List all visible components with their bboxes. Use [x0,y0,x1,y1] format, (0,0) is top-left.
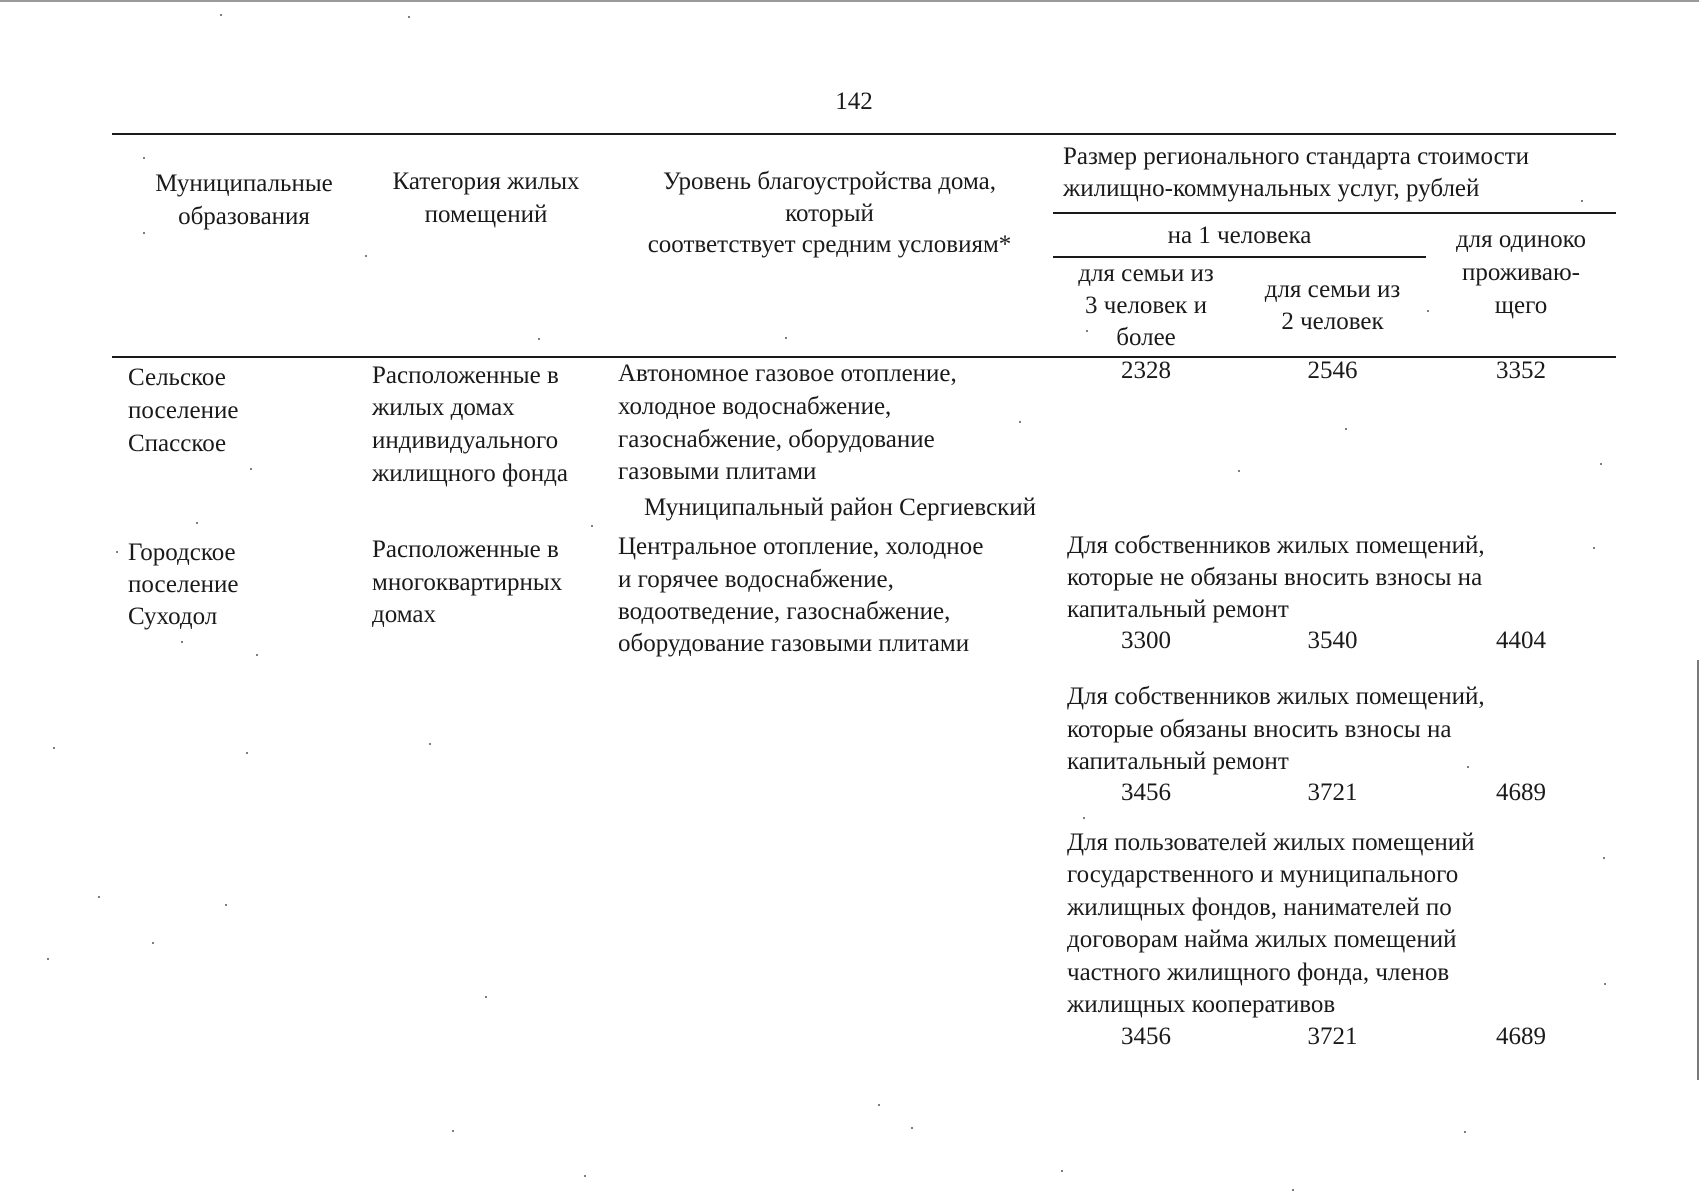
header-standard-line: жилищно-коммунальных услуг, рублей [1063,175,1480,202]
row2-category-line: многоквартирных [372,569,563,596]
group2-value-single: 4689 [1496,779,1546,806]
group1-value-family2: 3540 [1307,627,1358,654]
row1-category-line: жилищного фонда [372,460,568,487]
row2-municipality-line: Городское [128,539,236,566]
group3-label-line: договорам найма жилых помещений [1067,926,1457,953]
header-family2-line: 2 человек [1281,308,1384,335]
group3-label-line: государственного и муниципального [1067,861,1459,888]
page-number: 142 [835,88,873,115]
row1-category-line: Расположенные в [372,362,559,389]
header-category-line: Категория жилых [392,168,580,195]
group3-value-single: 4689 [1496,1023,1546,1050]
group2-value-family2: 3721 [1307,779,1358,806]
row2-improvement-line: и горячее водоснабжение, [618,566,894,593]
row1-municipality-line: Сельское [128,364,226,391]
row1-municipality-line: Спасское [128,430,227,457]
group2-label-line: которые обязаны вносить взносы на [1067,716,1452,743]
header-improvement-line: соответствует средним условиям* [647,231,1012,258]
table-top-rule [112,133,1616,135]
row1-category-line: индивидуального [372,427,559,454]
header-improvement-line: Уровень благоустройства дома, [663,168,996,195]
row1-improvement-line: газоснабжение, оборудование [618,426,935,453]
row2-improvement-line: Центральное отопление, холодное [618,533,984,560]
group1-label-line: которые не обязаны вносить взносы на [1067,564,1483,591]
header-rule-standard [1053,212,1616,214]
header-single-line: для одиноко [1455,226,1587,253]
row2-municipality-line: поселение [128,571,239,598]
row2-improvement-line: водоотведение, газоснабжение, [618,598,951,625]
header-single-line: проживаю- [1462,259,1580,286]
group1-value-single: 4404 [1496,627,1546,654]
group3-label-line: Для пользователей жилых помещений [1067,829,1475,856]
row2-category-line: домах [372,601,436,628]
row1-improvement-line: холодное водоснабжение, [618,393,892,420]
header-per-person: на 1 человека [1167,222,1312,249]
header-municipality-line: Муниципальные [155,170,333,197]
header-standard-line: Размер регионального стандарта стоимости [1063,143,1530,170]
district-title: Муниципальный район Сергиевский [644,494,1037,521]
header-family3-line: 3 человек и [1085,292,1207,319]
header-family2-line: для семьи из [1264,276,1401,303]
group2-label-line: Для собственников жилых помещений, [1067,683,1485,710]
row1-value-family2: 2546 [1307,357,1358,384]
group2-value-family3: 3456 [1121,779,1171,806]
group3-value-family2: 3721 [1307,1023,1358,1050]
row1-improvement-line: Автономное газовое отопление, [618,360,957,387]
row1-improvement-line: газовыми плитами [618,458,817,485]
group3-value-family3: 3456 [1121,1023,1171,1050]
header-improvement-line: который [785,200,874,227]
row1-value-family3: 2328 [1121,357,1171,384]
scan-edge-top [0,0,1699,2]
row2-category-line: Расположенные в [372,536,559,563]
row1-category-line: жилых домах [372,394,515,421]
header-family3-line: более [1116,324,1176,351]
row1-value-single: 3352 [1496,357,1546,384]
group1-label-line: Для собственников жилых помещений, [1067,532,1485,559]
group2-label-line: капитальный ремонт [1067,748,1289,775]
group3-label-line: жилищных фондов, нанимателей по [1067,894,1452,921]
row1-municipality-line: поселение [128,397,239,424]
header-category-line: помещений [424,201,548,228]
group1-label-line: капитальный ремонт [1067,596,1289,623]
row2-municipality-line: Суходол [128,603,218,630]
header-family3-line: для семьи из [1078,260,1214,287]
header-municipality-line: образования [178,203,310,230]
row2-improvement-line: оборудование газовыми плитами [618,630,970,657]
group3-label-line: жилищных кооперативов [1067,991,1336,1018]
group3-label-line: частного жилищного фонда, членов [1067,959,1450,986]
group1-value-family3: 3300 [1121,627,1171,654]
header-single-line: щего [1494,292,1548,319]
